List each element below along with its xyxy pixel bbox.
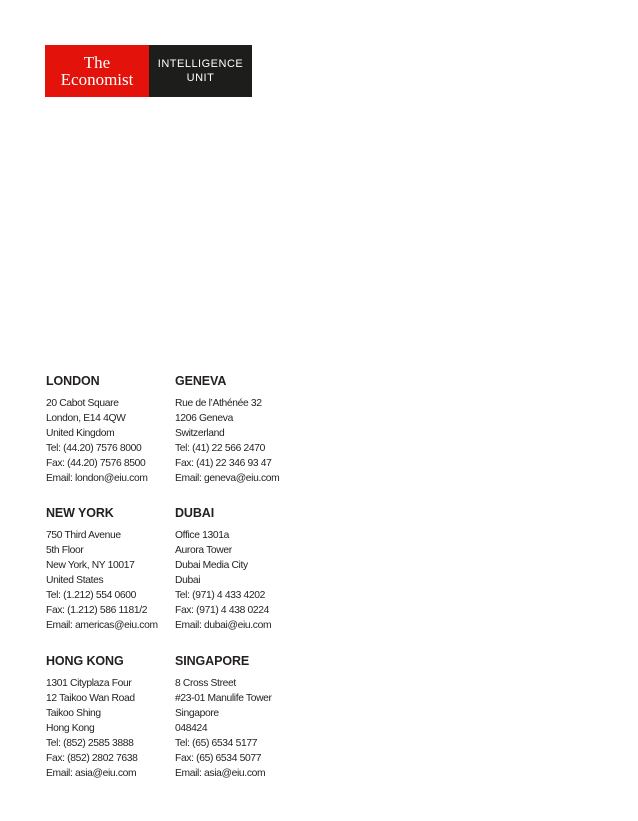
logo-red-line-1: The [83, 52, 111, 72]
office-email: Email: dubai@eiu.com [175, 620, 272, 631]
office-email: Email: london@eiu.com [46, 473, 148, 484]
office-address-line: 750 Third Avenue [46, 530, 121, 541]
office-phone: Tel: (44.20) 7576 8000 [46, 443, 142, 454]
office-name: HONG KONG [46, 654, 124, 668]
office-email: Email: americas@eiu.com [46, 620, 158, 631]
office-address-line: #23-01 Manulife Tower [175, 693, 272, 704]
office-name: SINGAPORE [175, 654, 250, 668]
office-phone: Tel: (41) 22 566 2470 [175, 443, 265, 454]
office-fax: Fax: (971) 4 438 0224 [175, 605, 269, 616]
office-address-line: Aurora Tower [175, 545, 232, 556]
office-singapore [175, 654, 335, 781]
office-address-line: United Kingdom [46, 428, 115, 439]
office-address-line: Dubai Media City [175, 560, 248, 571]
office-fax: Fax: (65) 6534 5077 [175, 753, 262, 764]
office-phone: Tel: (65) 6534 5177 [175, 738, 258, 749]
office-name: NEW YORK [46, 506, 114, 520]
office-address-line: 048424 [175, 723, 208, 734]
office-fax: Fax: (41) 22 346 93 47 [175, 458, 272, 469]
office-fax: Fax: (852) 2802 7638 [46, 753, 138, 764]
office-address-line: 1301 Cityplaza Four [46, 678, 132, 689]
office-name: GENEVA [175, 374, 227, 388]
office-address-line: Switzerland [175, 428, 225, 439]
office-address-line: 5th Floor [46, 545, 84, 556]
office-address-line: 12 Taikoo Wan Road [46, 693, 135, 704]
office-phone: Tel: (852) 2585 3888 [46, 738, 134, 749]
office-dubai [175, 506, 335, 633]
logo-intelligence-unit-block [149, 45, 252, 97]
office-address-line: London, E14 4QW [46, 413, 126, 424]
office-phone: Tel: (1.212) 554 0600 [46, 590, 136, 601]
office-address-line: Taikoo Shing [46, 708, 101, 719]
office-fax: Fax: (44.20) 7576 8500 [46, 458, 146, 469]
office-geneva [175, 374, 335, 486]
logo-black-line-2: UNIT [186, 72, 215, 84]
office-address-line: New York, NY 10017 [46, 560, 135, 571]
office-address-line: 1206 Geneva [175, 413, 233, 424]
logo-economist-block [45, 45, 149, 97]
office-fax: Fax: (1.212) 586 1181/2 [46, 605, 148, 616]
office-email: Email: geneva@eiu.com [175, 473, 280, 484]
office-address-line: Dubai [175, 575, 201, 586]
office-name: DUBAI [175, 506, 215, 520]
office-address-line: 20 Cabot Square [46, 398, 119, 409]
office-phone: Tel: (971) 4 433 4202 [175, 590, 265, 601]
logo-black-line-1: INTELLIGENCE [157, 58, 244, 70]
office-email: Email: asia@eiu.com [175, 768, 266, 779]
economist-intelligence-unit-logo [45, 45, 252, 97]
office-address-line: Rue de l’Athénée 32 [175, 398, 262, 409]
office-address-line: Singapore [175, 708, 219, 719]
office-address-line: Hong Kong [46, 723, 95, 734]
office-address-line: 8 Cross Street [175, 678, 236, 689]
office-name: LONDON [46, 374, 100, 388]
office-address-line: Office 1301a [175, 530, 230, 541]
logo-red-line-2: Economist [60, 69, 134, 89]
office-address-line: United States [46, 575, 104, 586]
office-email: Email: asia@eiu.com [46, 768, 137, 779]
